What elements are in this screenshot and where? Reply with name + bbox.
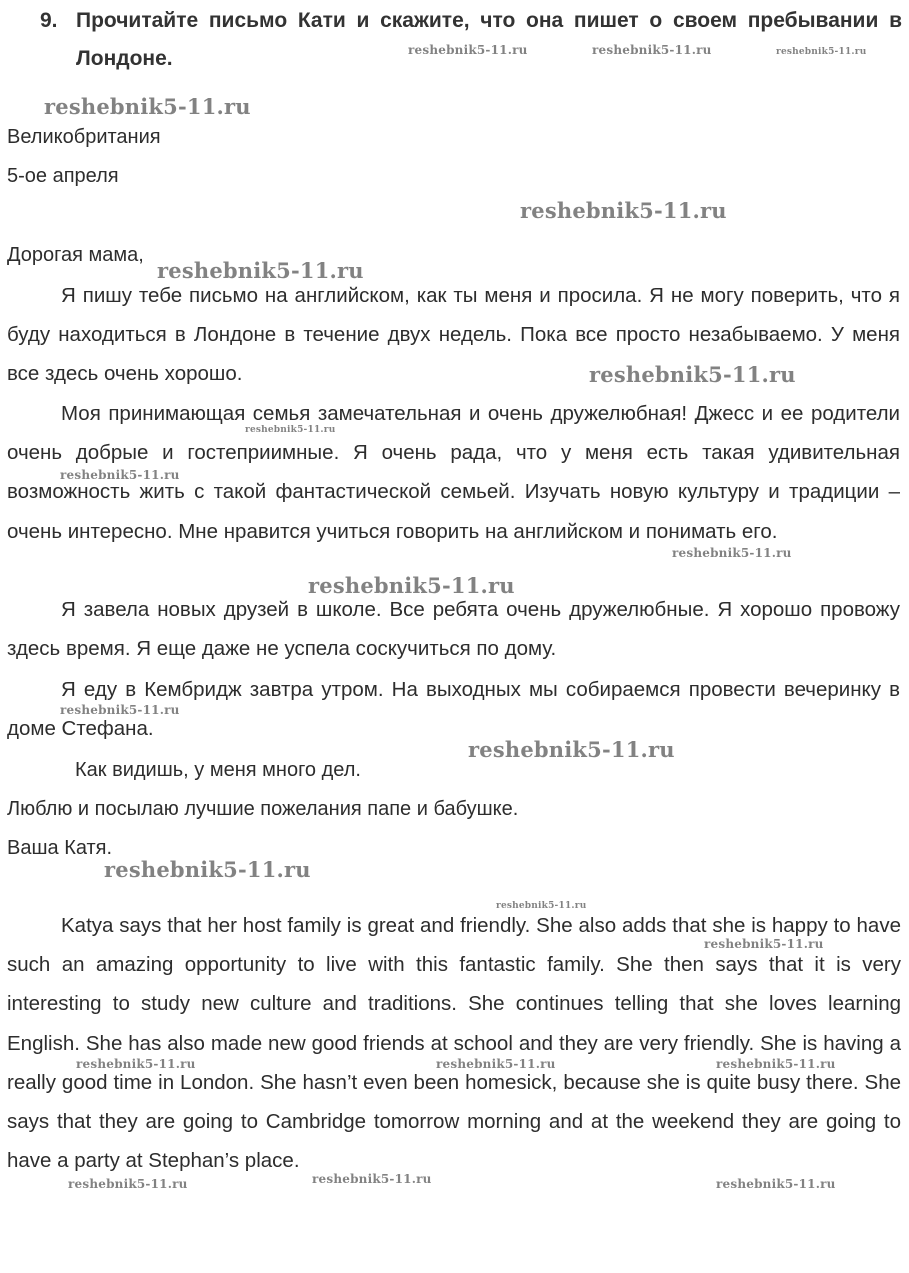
watermark: reshebnik5-11.ru [592, 43, 712, 57]
letter-country: Великобритания [7, 126, 161, 148]
watermark: reshebnik5-11.ru [408, 43, 528, 57]
letter-paragraph-3: Я завела новых друзей в школе. Все ребята очень дружелюбные. Я хорошо провожу здесь время. Я еще даже не успела соскучиться по дому. [7, 598, 900, 661]
watermark: reshebnik5-11.ru [60, 468, 180, 482]
watermark: reshebnik5-11.ru [716, 1177, 836, 1191]
task-number: 9. [40, 9, 58, 32]
letter-greeting: Дорогая мама, [7, 244, 144, 266]
watermark: reshebnik5-11.ru [716, 1057, 836, 1071]
task-heading [40, 2, 902, 78]
watermark: reshebnik5-11.ru [245, 425, 336, 435]
letter-paragraph-1: Я пишу тебе письмо на английском, как ты меня и просила. Я не могу поверить, что я буду находиться в Лондоне в течение двух недель. Пока все просто незабываемо. У меня все здесь очень хорошо. [7, 284, 900, 386]
letter-paragraph-2: Моя принимающая семья замечательная и очень дружелюбная! Джесс и ее родители очень добрые и гостеприимные. Я очень рада, что у меня есть такая удивительная возможность жить с такой фантастической семьей. Изучать новую культуру и традиции – очень интересно. Мне нравится учиться говорить на английском и понимать его. [7, 402, 900, 543]
watermark: reshebnik5-11.ru [104, 857, 311, 882]
letter-date: 5-ое апреля [7, 165, 119, 187]
task-instruction: Прочитайте письмо Кати и скажите, что она пишет о своем пребывании в Лондоне. [76, 9, 902, 70]
watermark: reshebnik5-11.ru [157, 258, 364, 283]
letter-closing-line: Как видишь, у меня много дел. [75, 759, 361, 781]
watermark: reshebnik5-11.ru [776, 47, 867, 57]
watermark: reshebnik5-11.ru [496, 901, 587, 911]
watermark: reshebnik5-11.ru [704, 937, 824, 951]
watermark: reshebnik5-11.ru [520, 198, 727, 223]
watermark: reshebnik5-11.ru [468, 737, 675, 762]
watermark: reshebnik5-11.ru [308, 573, 515, 598]
watermark: reshebnik5-11.ru [44, 94, 251, 119]
watermark: reshebnik5-11.ru [436, 1057, 556, 1071]
watermark: reshebnik5-11.ru [60, 703, 180, 717]
watermark: reshebnik5-11.ru [312, 1172, 432, 1186]
letter-love-line: Люблю и посылаю лучшие пожелания папе и бабушке. [7, 798, 519, 820]
watermark: reshebnik5-11.ru [68, 1177, 188, 1191]
letter-signature: Ваша Катя. [7, 837, 113, 859]
watermark: reshebnik5-11.ru [672, 546, 792, 560]
answer-paragraph: Katya says that her host family is great and friendly. She also adds that she is happy to have such an amazing opportunity to live with this fantastic family. She then says that it is very interesting to study new culture and traditions. She continues telling that she loves learning English. She has also made new good friends at school and they are very friendly. She is having a really good time in London. She hasn’t even been homesick, because she is quite busy there. She says that they are going to Cambridge tomorrow morning and at the weekend they are going to have a party at Stephan’s place. [7, 914, 901, 1173]
watermark: reshebnik5-11.ru [76, 1057, 196, 1071]
watermark: reshebnik5-11.ru [589, 362, 796, 387]
letter-paragraph-4: Я еду в Кембридж завтра утром. На выходных мы собираемся провести вечеринку в доме Стефана. [7, 678, 900, 741]
